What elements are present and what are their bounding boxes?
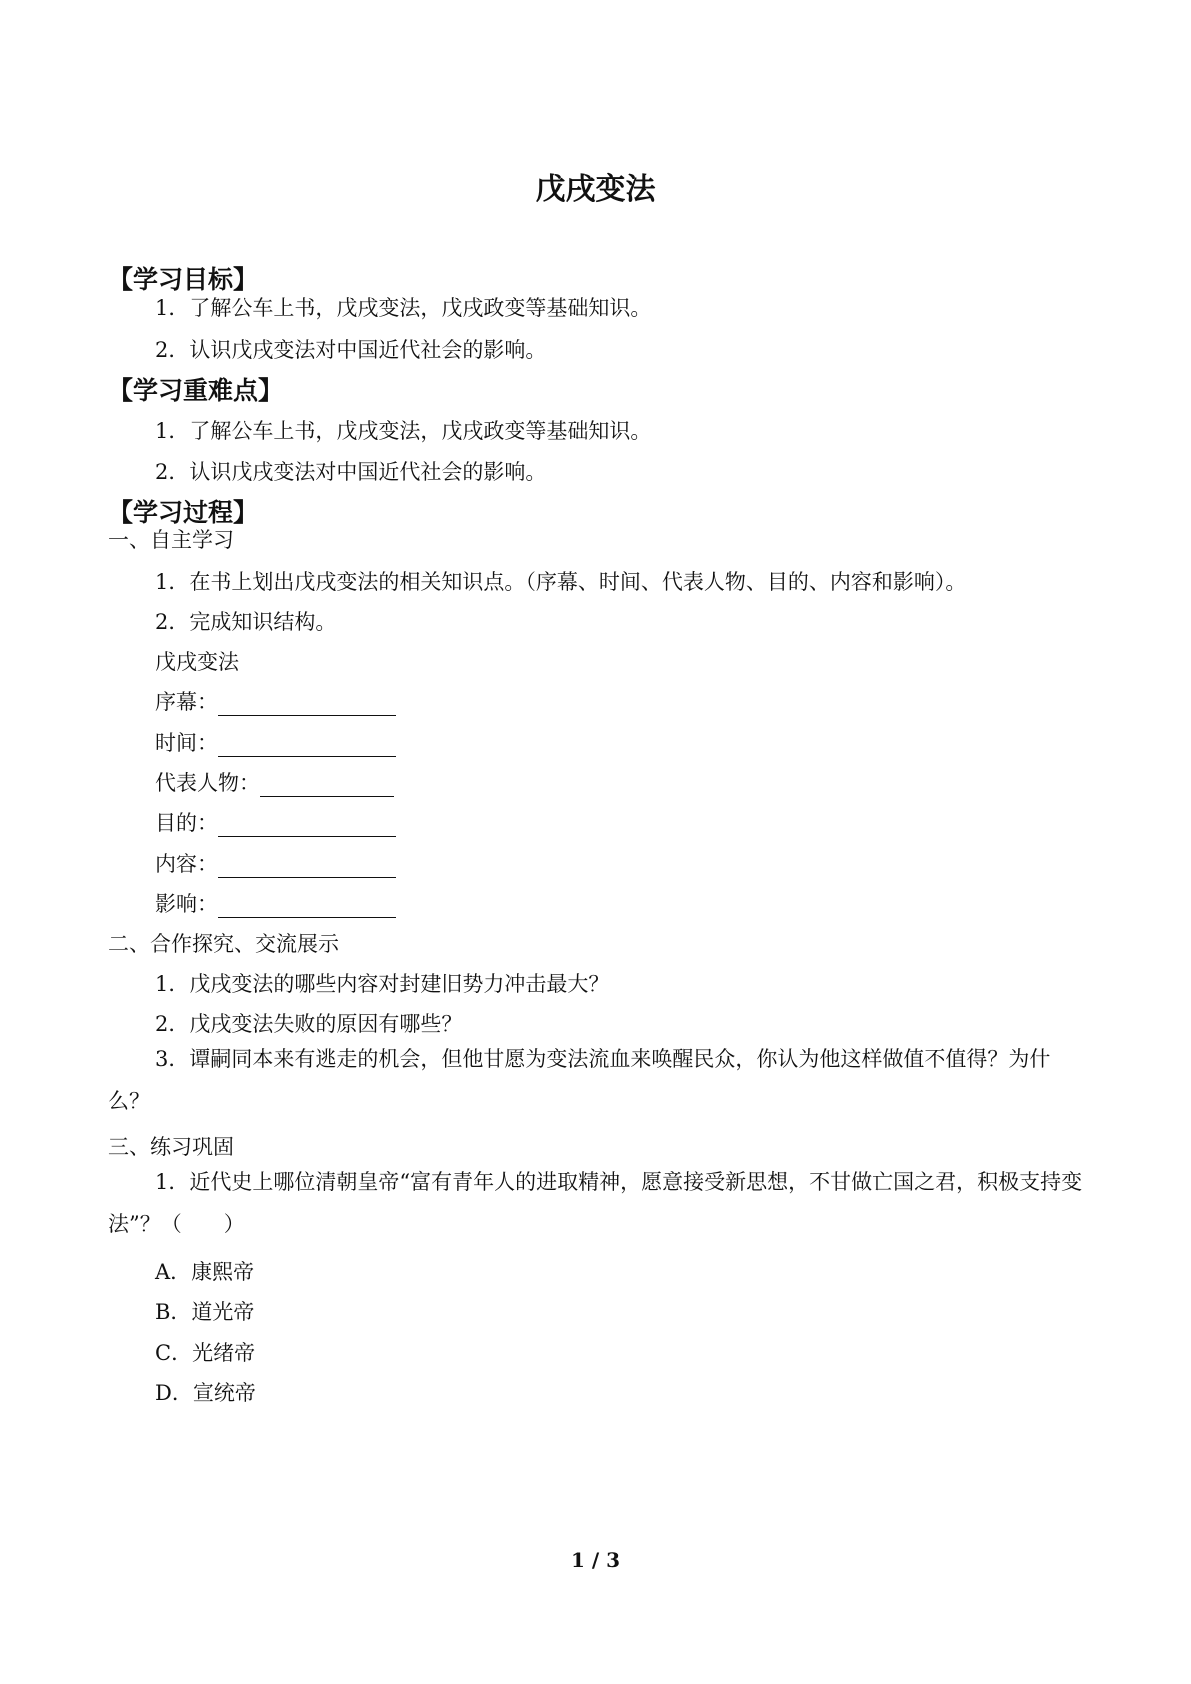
field-label: 影响： bbox=[155, 892, 218, 916]
field-label: 序幕： bbox=[155, 690, 218, 714]
fill-blank bbox=[260, 774, 394, 797]
objective-item: 1．了解公车上书，戊戌变法，戊戌政变等基础知识。 bbox=[155, 296, 652, 320]
exercise-option: D．宣统帝 bbox=[155, 1381, 256, 1405]
fill-blank bbox=[218, 895, 396, 918]
objectives-heading: 【学习目标】 bbox=[108, 265, 259, 294]
part1-item: 1．在书上划出戊戌变法的相关知识点。（序幕、时间、代表人物、目的、内容和影响）。 bbox=[155, 570, 967, 594]
page-title: 戊戌变法 bbox=[535, 172, 656, 207]
part2-item: 1．戊戌变法的哪些内容对封建旧势力冲击最大？ bbox=[155, 972, 610, 996]
key-points-heading: 【学习重难点】 bbox=[108, 376, 284, 405]
structure-field bbox=[155, 848, 396, 878]
structure-field bbox=[155, 767, 394, 797]
field-label: 代表人物： bbox=[155, 771, 260, 795]
process-heading: 【学习过程】 bbox=[108, 498, 259, 527]
exercise-option: B．道光帝 bbox=[155, 1300, 255, 1324]
fill-blank bbox=[218, 734, 396, 757]
field-label: 内容： bbox=[155, 852, 218, 876]
part2-item: 3．谭嗣同本来有逃走的机会，但他甘愿为变法流血来唤醒民众，你认为他这样做值不值得？为什么？ bbox=[108, 1047, 1051, 1113]
exercise-option: C．光绪帝 bbox=[155, 1341, 256, 1365]
part2-heading: 二、合作探究、交流展示 bbox=[108, 932, 339, 956]
field-label: 时间： bbox=[155, 731, 218, 755]
exercise-question: 1．近代史上哪位清朝皇帝“富有青年人的进取精神，愿意接受新思想，不甘做亡国之君，积极支持变法”？（ ） bbox=[108, 1170, 1083, 1236]
structure-field bbox=[155, 807, 396, 837]
key-point-item: 2．认识戊戌变法对中国近代社会的影响。 bbox=[155, 460, 547, 484]
structure-field bbox=[155, 686, 396, 716]
part1-heading: 一、自主学习 bbox=[108, 528, 234, 552]
fill-blank bbox=[218, 693, 396, 716]
part3-heading: 三、练习巩固 bbox=[108, 1135, 234, 1159]
exercise-option: A．康熙帝 bbox=[155, 1260, 255, 1284]
page-number: 1 / 3 bbox=[570, 1548, 621, 1572]
key-point-item: 1．了解公车上书，戊戌变法，戊戌政变等基础知识。 bbox=[155, 419, 652, 443]
fill-blank bbox=[218, 855, 396, 878]
structure-field bbox=[155, 727, 396, 757]
field-label: 目的： bbox=[155, 811, 218, 835]
part2-item: 2．戊戌变法失败的原因有哪些？ bbox=[155, 1012, 463, 1036]
structure-field bbox=[155, 888, 396, 918]
structure-title: 戊戌变法 bbox=[155, 650, 239, 674]
part1-item: 2．完成知识结构。 bbox=[155, 610, 337, 634]
objective-item: 2．认识戊戌变法对中国近代社会的影响。 bbox=[155, 338, 547, 362]
fill-blank bbox=[218, 814, 396, 837]
